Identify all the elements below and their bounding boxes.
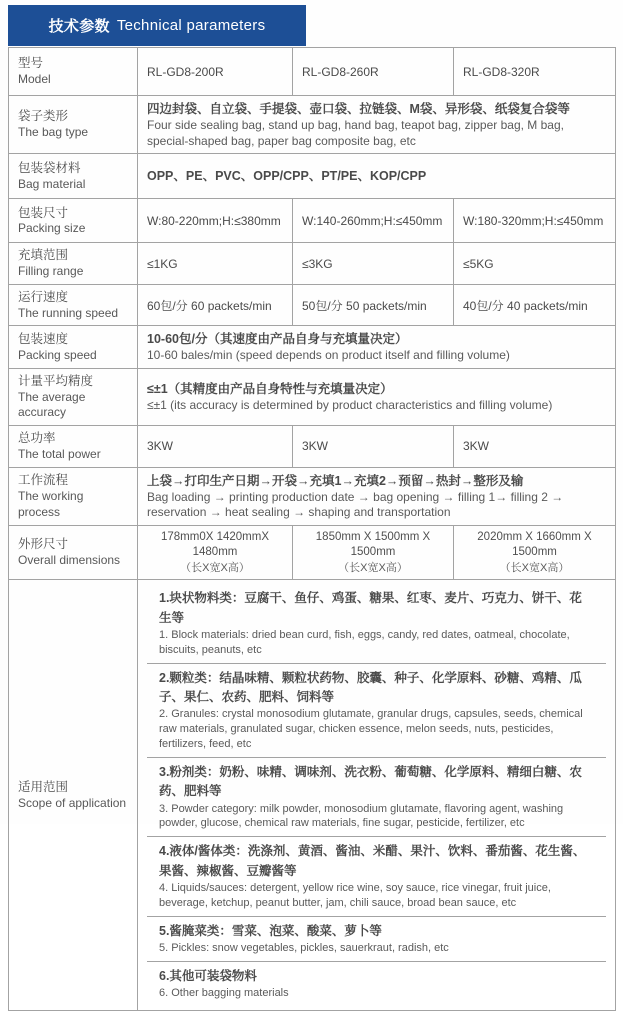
row-working-process (9, 467, 616, 525)
bag-material-label-en: Bag material (18, 176, 86, 191)
model-label-cn: 型号 (18, 56, 44, 71)
packing-size-label-cell (9, 199, 138, 243)
total-power-value-1: 3KW (138, 426, 293, 467)
accuracy-label-en: The average accuracy (18, 389, 86, 420)
bag-material-label-cell (9, 154, 138, 199)
running-speed-label-cell (9, 284, 138, 325)
scope-label-cell (9, 580, 138, 1011)
packing-speed-value-en: 10-60 bales/min (speed depends on product itself and filling volume) (147, 348, 510, 363)
scope-item-liquids-sauces (147, 837, 606, 916)
total-power-value-2: 3KW (293, 426, 454, 467)
scope-item-4-cn: 4.液体/酱体类：洗涤剂、黄酒、酱油、米醋、果汁、饮料、番茄酱、花生酱、果酱、辣椒酱、豆瓣酱等 (159, 844, 586, 878)
accuracy-label-cn: 计量平均精度 (18, 373, 94, 388)
technical-parameters-table (8, 47, 616, 1011)
filling-range-value-1: ≤1KG (138, 243, 293, 284)
filling-range-label-cell (9, 243, 138, 284)
bag-type-label-cn: 袋子类形 (18, 109, 69, 124)
working-process-label-cell (9, 467, 138, 525)
scope-item-5-en: 5. Pickles: snow vegetables, pickles, sauerkraut, radish, etc (159, 942, 449, 955)
accuracy-value-cn: ≤±1（其精度由产品自身特性与充填量决定） (147, 382, 393, 397)
dimensions-label-cn: 外形尺寸 (18, 537, 69, 552)
page-title-cn: 技术参数 (48, 18, 110, 35)
row-scope-of-application (9, 580, 616, 1011)
scope-item-1-cn: 1.块状物料类：豆腐干、鱼仔、鸡蛋、糖果、红枣、麦片、巧克力、饼干、花生等 (159, 591, 582, 625)
packing-size-value-3: W:180-320mm;H:≤450mm (454, 199, 616, 243)
bag-material-value-cell (138, 154, 616, 199)
packing-size-label-en: Packing size (18, 221, 86, 236)
packing-speed-value-cell (138, 326, 616, 369)
row-bag-type (9, 96, 616, 154)
working-process-value-cell (138, 467, 616, 525)
row-average-accuracy (9, 368, 616, 425)
filling-range-value-2: ≤3KG (293, 243, 454, 284)
accuracy-value-cell (138, 368, 616, 425)
running-speed-label-en: The running speed (18, 305, 119, 320)
packing-speed-label-cell (9, 326, 138, 369)
scope-item-5-cn: 5.酱腌菜类：雪菜、泡菜、酸菜、萝卜等 (159, 923, 382, 938)
scope-item-2-cn: 2.颗粒类：结晶味精、颗粒状药物、胶囊、种子、化学原料、砂糖、鸡精、瓜子、果仁、农药、肥料、饲料等 (159, 670, 582, 704)
bag-type-label-cell (9, 96, 138, 154)
packing-size-label-cn: 包装尺寸 (18, 205, 69, 220)
running-speed-value-1: 60包/分 60 packets/min (138, 284, 293, 325)
scope-item-3-en: 3. Powder category: milk powder, monosodium glutamate, flavoring agent, washing powder, glucose, chemical raw materials, fine sugar, pesticide, fertilizer, etc (159, 802, 564, 830)
scope-item-pickles (147, 917, 606, 962)
dimensions-size-2: 1850mm X 1500mm X 1500mm (315, 530, 431, 559)
bag-material-label-cn: 包装袋材料 (18, 161, 81, 176)
working-process-label-cn: 工作流程 (18, 473, 69, 488)
scope-item-3-cn: 3.粉剂类：奶粉、味精、调味剂、洗衣粉、葡萄糖、化学原料、精细白糖、农药、肥料等 (159, 764, 582, 799)
page-title-en: Technical parameters (116, 17, 266, 34)
bag-type-value-cell (138, 96, 616, 154)
row-packing-speed (9, 326, 616, 369)
bag-material-value: OPP、PE、PVC、OPP/CPP、PT/PE、KOP/CPP (147, 169, 427, 184)
packing-size-value-2: W:140-260mm;H:≤450mm (293, 199, 454, 243)
scope-item-block-materials (147, 584, 606, 663)
scope-item-4-en: 4. Liquids/sauces: detergent, yellow rice wine, soy sauce, rice vinegar, fruit juice, beverage, ketchup, peanut butter, jam, chili sauce, broad bean sauce, etc (159, 882, 551, 909)
bag-type-label-en: The bag type (18, 125, 89, 140)
model-value-2: RL-GD8-260R (293, 48, 454, 96)
total-power-value-3: 3KW (454, 426, 616, 467)
working-process-label-en: The working process (18, 489, 84, 519)
dimensions-note-2: （长X宽X高） (338, 561, 408, 574)
row-bag-material (9, 154, 616, 199)
working-process-value-cn: 上袋→打印生产日期→开袋→充填1→充填2→预留→热封→整形及输 (147, 473, 524, 488)
filling-range-value-3: ≤5KG (454, 243, 616, 284)
working-process-value-en: Bag loading → printing production date → bag opening → filling 1→ filling 2 → reservation → heat sealing → shaping and transportation (147, 489, 564, 520)
scope-item-powder (147, 758, 606, 837)
model-label-en: Model (18, 72, 51, 87)
dimensions-note-1: （长X宽X高） (180, 561, 250, 574)
scope-item-other (147, 962, 606, 1006)
running-speed-value-2: 50包/分 50 packets/min (293, 284, 454, 325)
total-power-label-cell (9, 426, 138, 467)
model-value-1: RL-GD8-200R (138, 48, 293, 96)
scope-item-6-en: 6. Other bagging materials (159, 987, 289, 1000)
model-label-cell (9, 48, 138, 96)
bag-type-value-en: Four side sealing bag, stand up bag, hand bag, teapot bag, zipper bag, M bag, special-shaped bag, paper bag composite bag, etc (147, 118, 564, 148)
row-total-power (9, 426, 616, 467)
row-filling-range (9, 243, 616, 284)
dimensions-label-en: Overall dimensions (18, 553, 121, 568)
dimensions-value-1 (138, 525, 293, 579)
scope-item-1-en: 1. Block materials: dried bean curd, fish, eggs, candy, red dates, oatmeal, chocolate, biscuits, peanuts, etc (159, 628, 570, 656)
total-power-label-cn: 总功率 (18, 431, 56, 446)
row-model (9, 48, 616, 96)
row-packing-size (9, 199, 616, 243)
dimensions-size-3: 2020mm X 1660mm X 1500mm (477, 530, 592, 559)
scope-item-granules (147, 664, 606, 758)
dimensions-size-1: 178mm0X 1420mmX 1480mm (160, 530, 270, 559)
packing-size-value-1: W:80-220mm;H:≤380mm (138, 199, 293, 243)
row-overall-dimensions (9, 525, 616, 579)
bag-type-value-cn: 四边封袋、自立袋、手提袋、壶口袋、拉链袋、M袋、异形袋、纸袋复合袋等 (147, 102, 570, 116)
filling-range-label-cn: 充填范围 (18, 248, 69, 263)
accuracy-label-cell (9, 368, 138, 425)
packing-speed-label-cn: 包装速度 (18, 331, 69, 346)
scope-label-cn: 适用范围 (18, 779, 69, 794)
scope-label-en: Scope of application (18, 795, 127, 810)
running-speed-value-3: 40包/分 40 packets/min (454, 284, 616, 325)
filling-range-label-en: Filling range (18, 264, 84, 279)
packing-speed-value-cn: 10-60包/分（其速度由产品自身与充填量决定） (147, 332, 408, 347)
model-value-3: RL-GD8-320R (454, 48, 616, 96)
dimensions-label-cell (9, 525, 138, 579)
dimensions-value-3 (454, 525, 616, 579)
dimensions-value-2 (293, 525, 454, 579)
running-speed-label-cn: 运行速度 (18, 289, 69, 304)
header-banner (8, 5, 306, 46)
scope-item-6-cn: 6.其他可装袋物料 (159, 968, 257, 983)
packing-speed-label-en: Packing speed (18, 347, 97, 362)
scope-item-2-en: 2. Granules: crystal monosodium glutamate, granular drugs, capsules, seeds, chemical raw materials, granulated sugar, chicken essence, melon seeds, nuts, pesticides, fertilizers, feed, etc (159, 708, 583, 751)
total-power-label-en: The total power (18, 446, 101, 461)
scope-value-cell (138, 580, 616, 1011)
dimensions-note-3: （长X宽X高） (499, 561, 570, 574)
row-running-speed (9, 284, 616, 325)
accuracy-value-en: ≤±1 (its accuracy is determined by product characteristics and filling volume) (147, 398, 553, 413)
